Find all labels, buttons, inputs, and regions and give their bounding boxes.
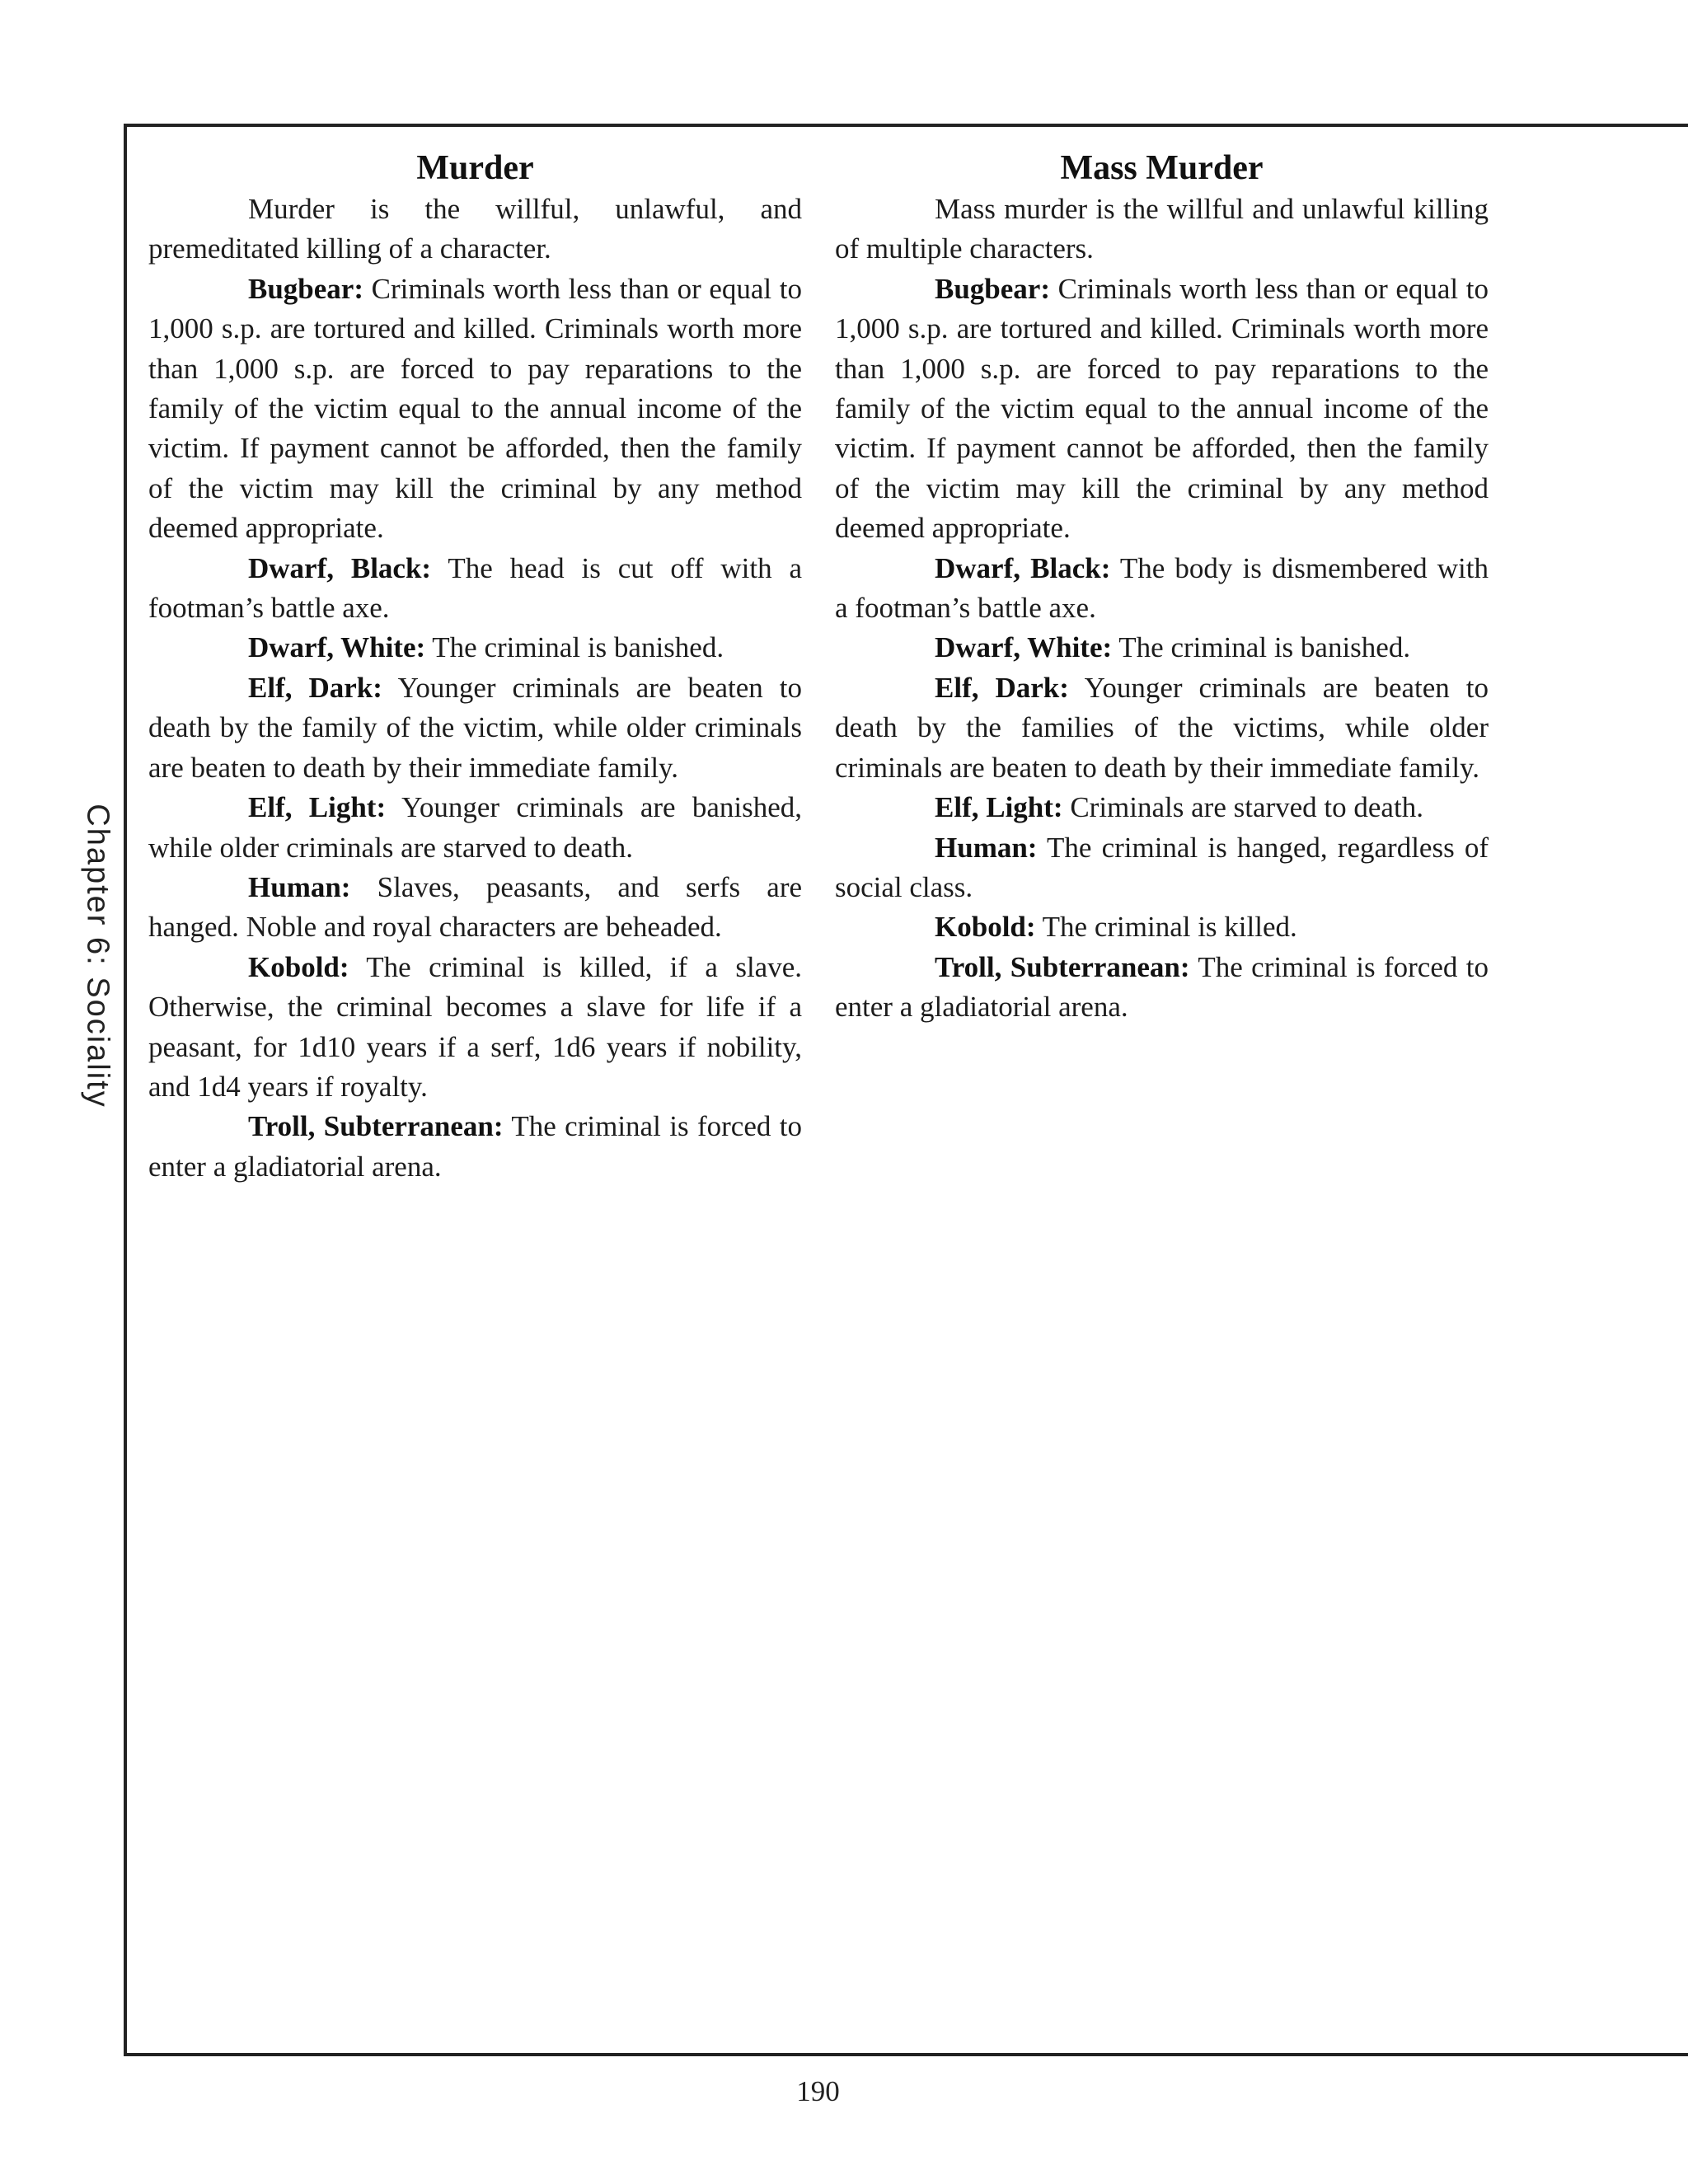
race-label: Bugbear:: [248, 272, 363, 305]
race-label: Elf, Light:: [248, 791, 387, 824]
murder-intro-paragraph: [148, 190, 802, 269]
race-label: Troll, Subterranean:: [935, 950, 1190, 983]
mass-murder-dwarf-black-paragraph: [835, 549, 1489, 629]
race-label: Dwarf, Black:: [935, 551, 1111, 584]
race-label: Dwarf, White:: [248, 631, 426, 664]
murder-elf-light-paragraph: [148, 788, 802, 868]
paragraph-text: The body is dismembered with a footman’s battle axe.: [835, 551, 1489, 625]
paragraph-text: Criminals worth less than or equal to 1,000 s.p. are tortured and killed. Criminals worth more than 1,000 s.p. are forced to pay reparations to the family of the victim equal to the annual income of the victim. If payment cannot be afforded, then the family of the victim may kill the criminal by any method deemed appropriate.: [835, 272, 1489, 545]
murder-dwarf-white-paragraph: [148, 628, 802, 668]
paragraph-text: The criminal is hanged, regardless of social class.: [835, 831, 1489, 903]
chapter-side-label: Chapter 6: Sociality: [80, 804, 115, 1108]
paragraph-text: Younger criminals are banished, while older criminals are starved to death.: [148, 791, 803, 864]
murder-troll-paragraph: [148, 1107, 802, 1187]
murder-human-paragraph: [148, 868, 802, 948]
paragraph-text: Younger criminals are beaten to death by the families of the victims, while older criminals are beaten to death by their immediate family.: [835, 671, 1489, 784]
race-label: Elf, Dark:: [248, 671, 382, 704]
paragraph-text: The criminal is forced to enter a gladiatorial arena.: [835, 950, 1489, 1024]
mass-murder-heading: Mass Murder: [1060, 149, 1264, 187]
paragraph-text: The criminal is killed.: [1042, 911, 1297, 944]
mass-murder-kobold-paragraph: [835, 907, 1489, 947]
paragraph-text: The head is cut off with a footman’s battle axe.: [148, 551, 802, 625]
race-label: Human:: [935, 831, 1038, 864]
murder-bugbear-paragraph: [148, 269, 802, 549]
mass-murder-column: [835, 147, 1489, 1028]
race-label: Kobold:: [248, 950, 349, 983]
race-label: Elf, Light:: [935, 791, 1063, 824]
paragraph-text: Slaves, peasants, and serfs are hanged. Noble and royal characters are beheaded.: [148, 870, 803, 944]
race-label: Human:: [248, 870, 351, 903]
mass-murder-intro-paragraph: [835, 190, 1489, 269]
race-label: Troll, Subterranean:: [248, 1110, 504, 1143]
mass-murder-bugbear-paragraph: [835, 269, 1489, 549]
mass-murder-elf-light-paragraph: [835, 788, 1489, 827]
race-label: Dwarf, Black:: [248, 551, 432, 584]
mass-murder-dwarf-white-paragraph: [835, 628, 1489, 668]
paragraph-text: Criminals are starved to death.: [1070, 791, 1423, 824]
murder-dwarf-black-paragraph: [148, 549, 802, 629]
paragraph-text: The criminal is banished.: [1118, 631, 1411, 664]
mass-murder-troll-paragraph: [835, 948, 1489, 1028]
page-number: 190: [796, 2075, 840, 2107]
murder-column: [148, 147, 802, 1187]
mass-murder-elf-dark-paragraph: [835, 668, 1489, 788]
paragraph-text: Younger criminals are beaten to death by the family of the victim, while older criminals are beaten to death by their immediate family.: [148, 671, 802, 784]
paragraph-text: The criminal is forced to enter a gladiatorial arena.: [148, 1110, 803, 1183]
paragraph-text: The criminal is banished.: [432, 631, 724, 664]
murder-elf-dark-paragraph: [148, 668, 802, 788]
paragraph-text: Criminals worth less than or equal to 1,000 s.p. are tortured and killed. Criminals worth more than 1,000 s.p. are forced to pay reparations to the family of the victim equal to the annual income of the victim. If payment cannot be afforded, then the family of the victim may kill the criminal by any method deemed appropriate.: [148, 272, 803, 545]
paragraph-text: Murder is the willful, unlawful, and premeditated killing of a character.: [148, 193, 802, 265]
murder-kobold-paragraph: [148, 948, 802, 1108]
mass-murder-human-paragraph: [835, 828, 1489, 908]
race-label: Bugbear:: [935, 272, 1050, 305]
race-label: Kobold:: [935, 911, 1036, 944]
race-label: Elf, Dark:: [935, 671, 1069, 704]
murder-heading: Murder: [416, 149, 534, 187]
paragraph-text: The criminal is killed, if a slave. Otherwise, the criminal becomes a slave for life if a peasant, for 1d10 years if a serf, 1d6 years if nobility, and 1d4 years if royalty.: [148, 950, 802, 1103]
race-label: Dwarf, White:: [935, 631, 1113, 664]
paragraph-text: Mass murder is the willful and unlawful killing of multiple characters.: [835, 193, 1489, 265]
